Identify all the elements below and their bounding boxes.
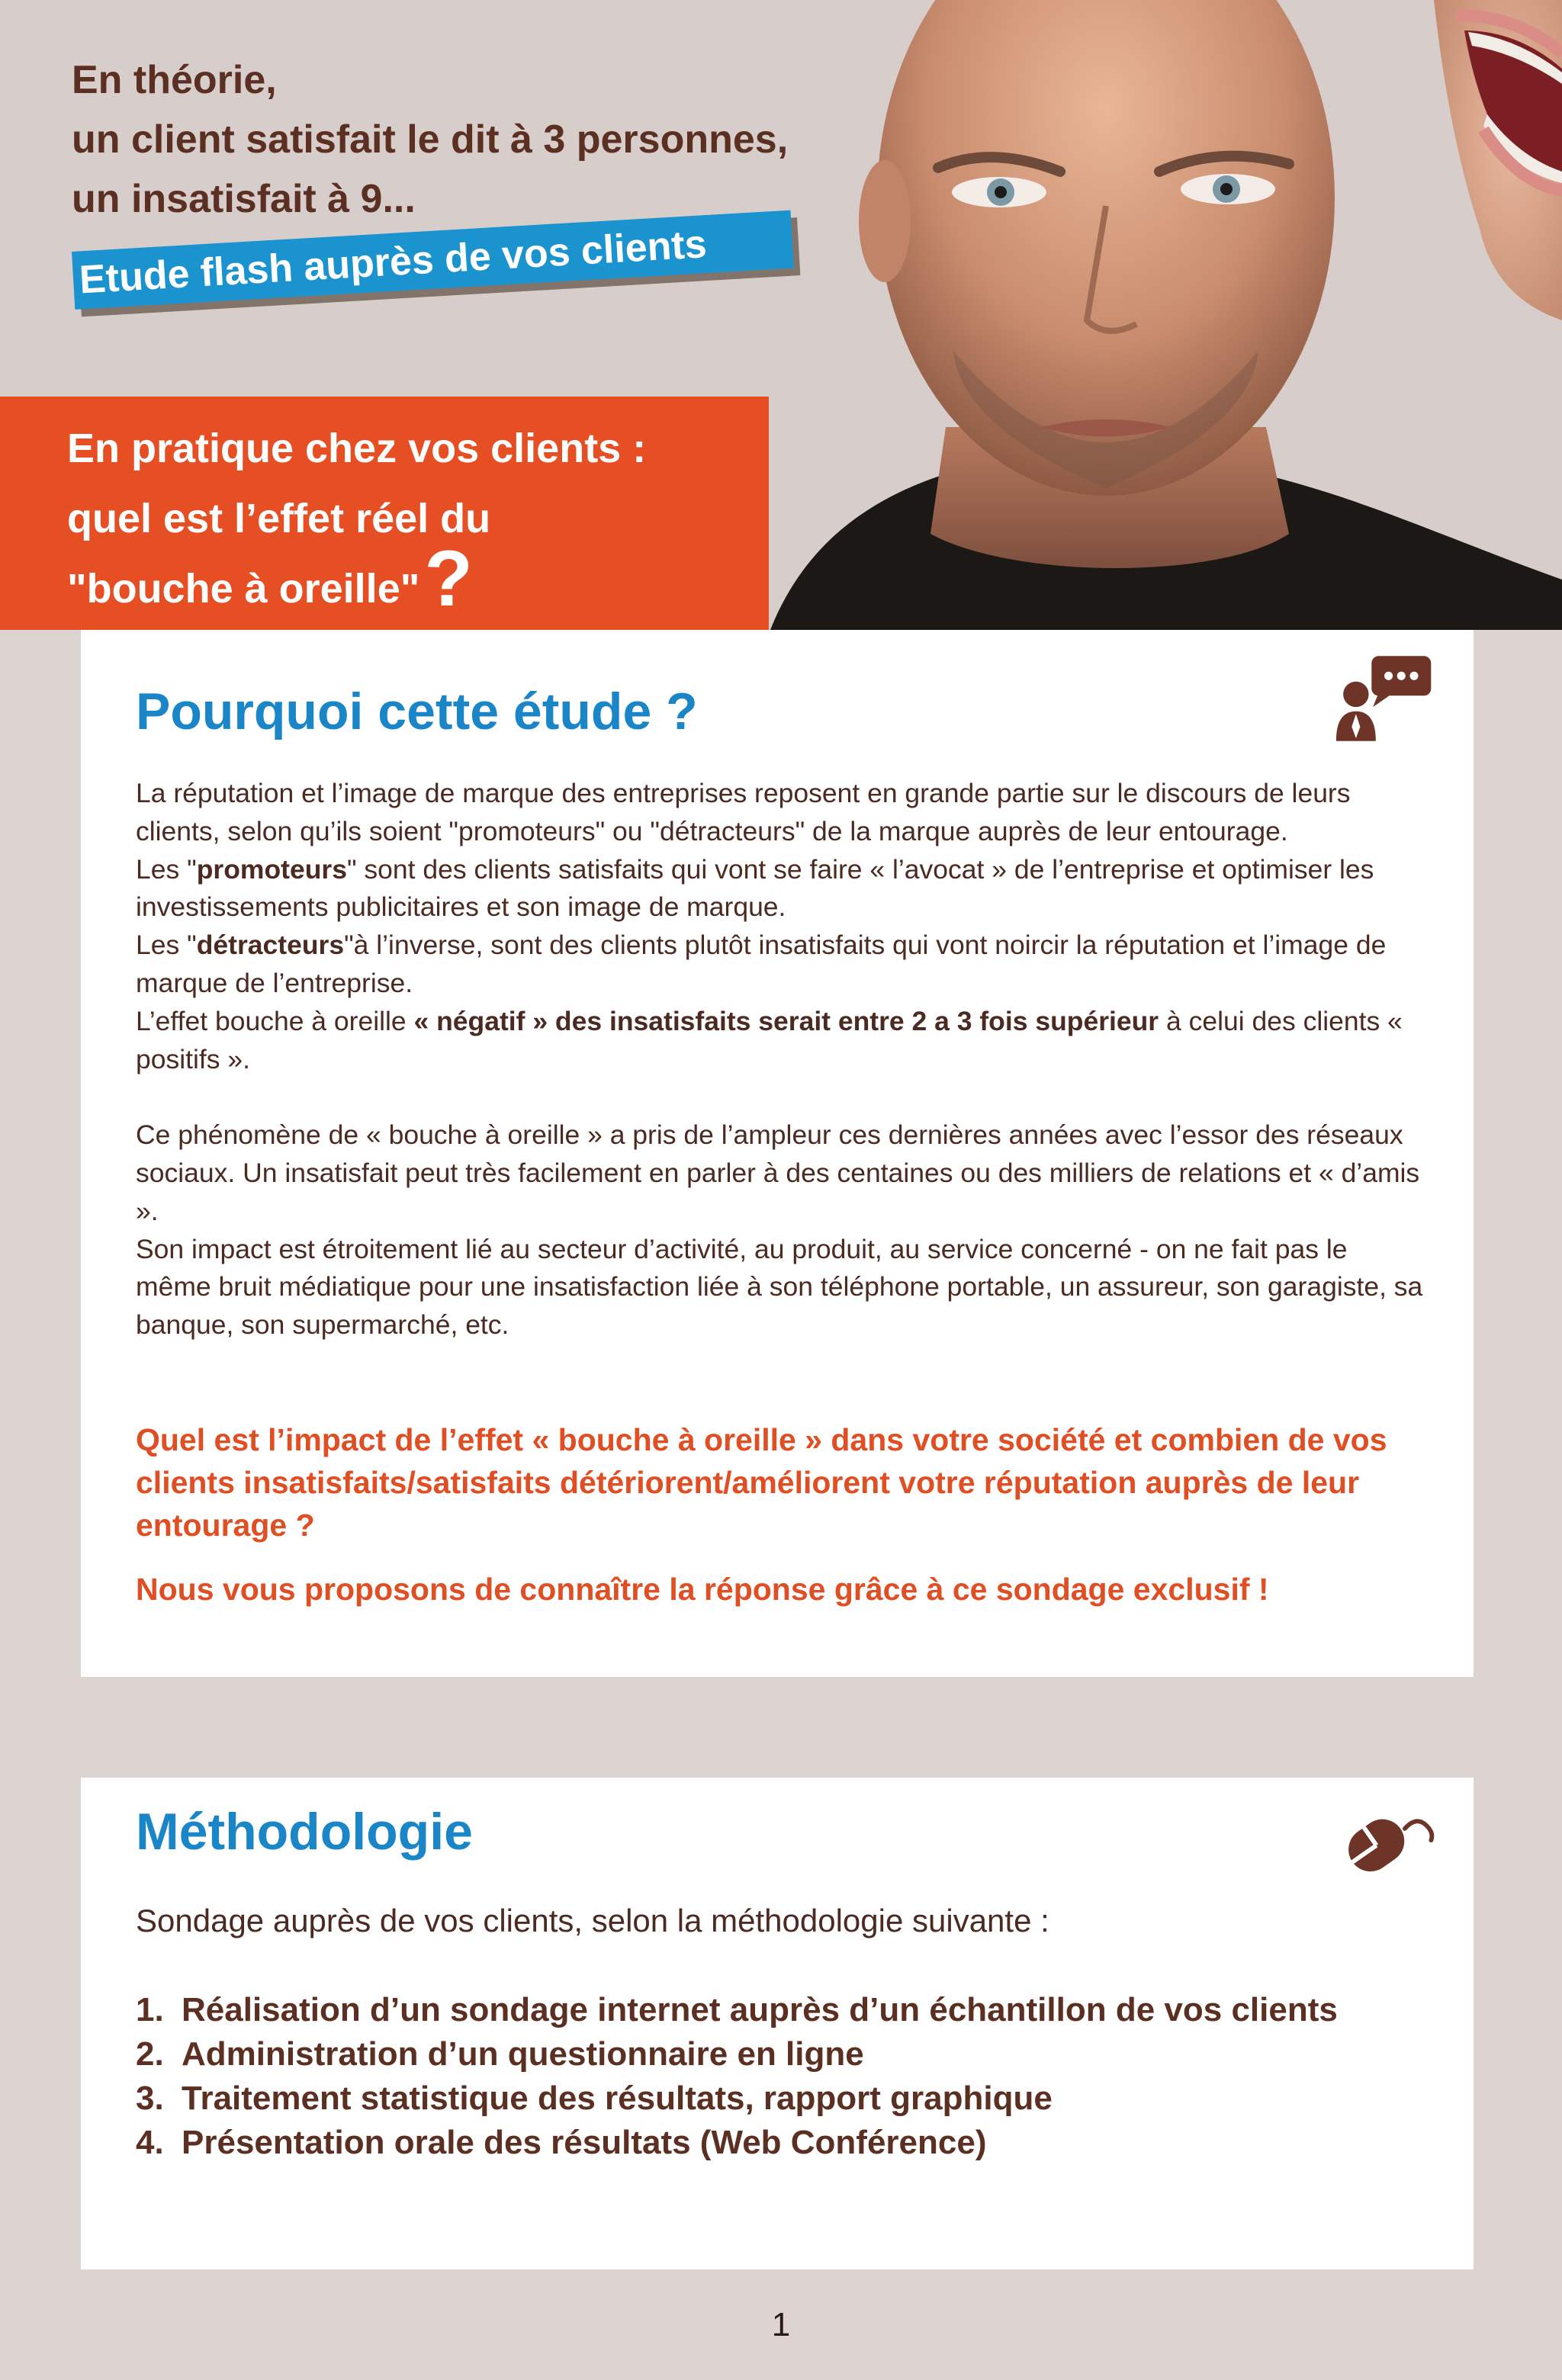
hero-banner <box>0 0 1562 630</box>
methodology-intro: Sondage auprès de vos clients, selon la méthodologie suivante : <box>136 1903 1049 1938</box>
question-line-2: quel est l’effet réel du <box>67 496 491 541</box>
negative-effect-highlight: « négatif » des insatisfaits serait entre 2 a 3 fois supérieur <box>413 1005 1159 1036</box>
why-study-body <box>136 775 1425 1344</box>
impact-question: Quel est l’impact de l’effet « bouche à oreille » dans votre société et combien de vos clients insatisfaits/satisfaits détériorent/améliorent votre réputation auprès de leur entourage ? <box>136 1422 1387 1543</box>
paragraph-sector-impact: Son impact est étroitement lié au secteur d’activité, au produit, au service concerné - on ne fait pas le même bruit médiatique pour une insatisfaction liée à son téléphone portable, un assureur, son garagiste, sa banque, son supermarché, etc. <box>136 1233 1423 1341</box>
paragraph-spacer <box>136 1078 1425 1116</box>
text-fragment: "à l’inverse, sont des clients plutôt insatisfaits qui vont noircir la réputation et l’image de marque de l’entreprise. <box>136 930 1387 998</box>
text-fragment: à celui des clients « positifs ». <box>136 1005 1403 1074</box>
paragraph-negative-effect <box>136 1003 1425 1079</box>
step-number: 2. <box>136 2035 164 2073</box>
step-text: Présentation orale des résultats (Web Conférence) <box>182 2124 987 2161</box>
text-fragment: Les " <box>136 853 197 885</box>
page-number: 1 <box>771 2306 791 2343</box>
intro-line-2: un client satisfait le dit à 3 personnes, <box>72 117 789 162</box>
question-line-1: En pratique chez vos clients : <box>67 426 647 471</box>
intro-line-1: En théorie, <box>72 58 277 102</box>
promoters-term: promoteurs <box>196 853 347 885</box>
paragraph-detractors <box>136 927 1425 1003</box>
why-study-card <box>81 630 1474 1677</box>
step-text: Réalisation d’un sondage internet auprès d’un échantillon de vos clients <box>182 1991 1338 2028</box>
computer-mouse-icon <box>1335 1808 1437 1881</box>
list-item <box>136 2076 1338 2121</box>
why-study-title: Pourquoi cette étude ? <box>136 683 698 740</box>
question-line-3-text: "bouche à oreille" <box>67 566 420 612</box>
step-number: 4. <box>136 2124 164 2161</box>
methodology-steps <box>136 1988 1338 2165</box>
intro-line-3: un insatisfait à 9... <box>72 177 416 221</box>
list-item <box>136 2032 1338 2076</box>
paragraph-reputation: La réputation et l’image de marque des entreprises reposent en grande partie sur le discours de leurs clients, selon qu’ils soient "promoteurs" ou "détracteurs" de la marque auprès de leur entourage. <box>136 778 1351 846</box>
text-fragment: L’effet bouche à oreille <box>136 1005 414 1036</box>
question-mark-icon: ? <box>424 535 473 623</box>
flash-study-banner: Etude flash auprès de vos clients <box>72 210 794 310</box>
step-text: Traitement statistique des résultats, rapport graphique <box>182 2080 1053 2117</box>
intro-text <box>72 50 788 229</box>
people-chat-icon <box>1335 656 1434 741</box>
step-number: 1. <box>136 1991 164 2028</box>
step-number: 3. <box>136 2080 164 2117</box>
detractors-term: détracteurs <box>196 930 345 961</box>
list-item <box>136 1988 1338 2032</box>
text-fragment: Les " <box>136 930 197 961</box>
text-fragment: " sont des clients satisfaits qui vont se faire « l’avocat » de l’entreprise et optimiser les investissements publicitaires et son image de marque. <box>136 853 1374 923</box>
methodology-title: Méthodologie <box>136 1803 473 1861</box>
list-item <box>136 2121 1338 2165</box>
survey-offer: Nous vous proposons de connaître la réponse grâce à ce sondage exclusif ! <box>136 1572 1269 1607</box>
paragraph-promoters <box>136 851 1425 927</box>
methodology-card <box>81 1778 1474 2269</box>
paragraph-social-networks: Ce phénomène de « bouche à oreille » a pris de l’ampleur ces dernières années avec l’essor des réseaux sociaux. Un insatisfait peut très facilement en parler à des centaines ou des milliers de relations et « d’amis ». <box>136 1119 1420 1226</box>
question-line-3 <box>67 535 769 624</box>
question-box <box>0 397 769 630</box>
step-text: Administration d’un questionnaire en ligne <box>182 2035 864 2073</box>
